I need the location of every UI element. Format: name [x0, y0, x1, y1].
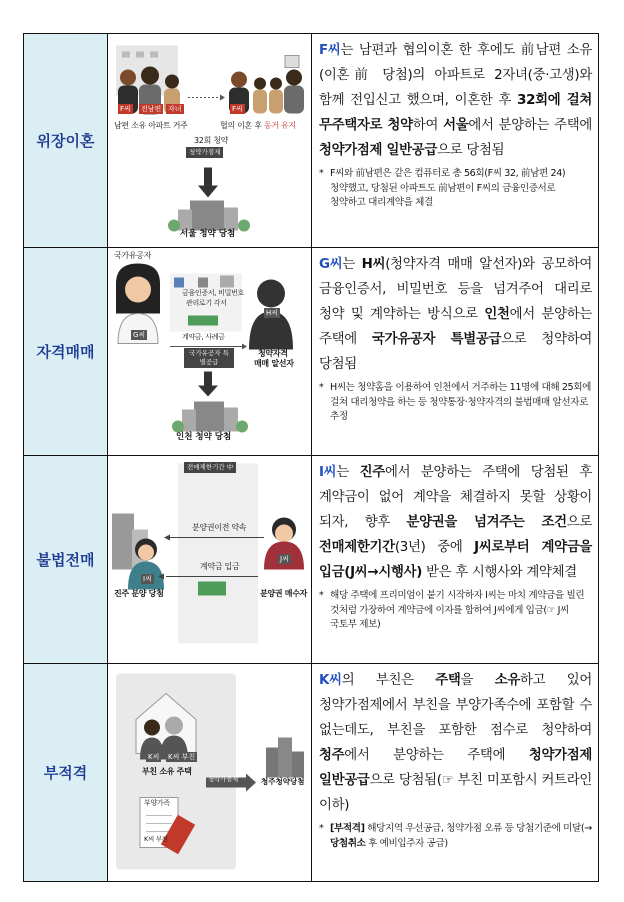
text-segment: 을 [460, 673, 495, 688]
note-marker: * [319, 382, 324, 393]
illustration-caption: 계약금, 사례금 [182, 333, 225, 341]
text-segment: H씨 [361, 257, 386, 272]
note-segment: 해당 주택에 프리미엄이 붙기 시작하자 I씨는 마치 계약금을 빌린 것처럼 가장하여 계약금에 이자를 합하여 J씨에게 입금(☞ J씨 국토부 제보) [330, 590, 585, 630]
illustration-caption: 인천 청약 당첨 [176, 432, 232, 442]
case-illustration [108, 456, 312, 664]
text-segment: 는 [342, 257, 362, 272]
note-segment: 해당지역 우선공급, 청약가점 오류 등 당첨기준에 미달(→ [364, 823, 592, 834]
text-segment: 청약가점제 일반공급 [319, 748, 592, 788]
case-note [319, 822, 592, 851]
illustration-caption: 부친 소유 주택 [142, 767, 192, 776]
illustration-caption: 국가유공자 [114, 251, 152, 260]
person-tag: G씨 [133, 331, 146, 339]
illustration-caption: 진주 분양 당첨 [114, 589, 164, 598]
case-description [312, 34, 599, 248]
text-segment: K씨 [319, 673, 342, 688]
note-segment: F씨와 前남편은 같은 컴퓨터로 총 56회(F씨 32, 前남편 24) 청약했고, 당첨된 아파트도 前남편이 F씨의 금융인증서로 청약하고 대리계약을 체결 [330, 168, 566, 208]
text-segment: 국가유공자 특별공급 [371, 332, 502, 347]
case-text [319, 38, 592, 163]
person-tag: K씨 [148, 753, 160, 761]
text-segment: 받은 후 시행사와 계약체결 [422, 565, 577, 580]
text-segment: 에서 분양하는 주택에 [319, 307, 592, 347]
case-description [312, 248, 599, 456]
person-tag: F씨 [120, 105, 131, 113]
case-label: 자격매매 [24, 248, 108, 456]
text-segment: 진주 [359, 465, 385, 480]
text-segment: 으로 청약하여 당첨됨 [319, 332, 592, 372]
case-row [24, 456, 599, 664]
note-segment: [부적격] [330, 823, 365, 834]
illustration-caption: 서울 청약 당첨 [180, 229, 236, 239]
case-label: 불법전매 [24, 456, 108, 664]
illustration-caption: 청약자격 [258, 349, 288, 358]
case-description [312, 456, 599, 664]
note-marker: * [319, 590, 324, 601]
note-marker: * [319, 168, 324, 179]
text-segment: 청약가점제 일반공급 [319, 143, 438, 158]
case-description [312, 664, 599, 882]
case-label: 부적격 [24, 664, 108, 882]
case-note [319, 381, 592, 425]
illustration-pill: 국가유공자 특별공급 [184, 348, 234, 368]
note-segment: 당첨취소 [330, 837, 366, 849]
text-segment: (3년) 중에 [394, 540, 475, 555]
text-segment: 에서 분양하는 주택에 [468, 118, 593, 133]
case-illustration [108, 664, 312, 882]
illustration-caption: 관리로기 각서 [186, 299, 227, 307]
case-row [24, 34, 599, 248]
text-segment: F씨 [319, 43, 341, 58]
text-segment: G씨 [319, 257, 343, 272]
person-tag: 전남편 [141, 105, 162, 113]
person-tag: I씨 [143, 575, 152, 583]
text-segment: 분양권을 넘겨주는 조건 [406, 515, 567, 530]
case-note [319, 167, 592, 211]
illustration-caption: 청주청약당첨 [261, 777, 305, 786]
text-segment: 으로 [566, 515, 592, 530]
text-segment: 으로 당첨됨 [437, 143, 505, 158]
illustration-pill: 전매제한기간 中 [184, 462, 236, 473]
text-segment: I씨 [319, 465, 337, 480]
illustration-caption: 부양가족 [144, 799, 170, 807]
note-segment: H씨는 청약홈을 이용하여 인천에서 거주하는 11명에 대해 25회에 걸쳐 대리청약을 하는 등 청약통장·청약자격의 불법매매 알선자로 추정 [330, 382, 591, 422]
person-tag: H씨 [266, 309, 279, 317]
person-tag: K씨 부친 [168, 753, 196, 761]
note-segment: 후 예비입주자 공급) [365, 837, 448, 849]
text-segment: 32회에 걸쳐 무주택자로 청약 [319, 93, 593, 133]
illustration-caption: 매매 알선자 [254, 359, 294, 368]
person-tag: 자녀 [168, 105, 182, 113]
text-segment: 는 남편과 협의이혼 한 후에도 前남편 소유(이혼前 당첨)의 아파트로 2자녀(중·고생)와 함께 전입신고 했으며, 이혼한 후 [319, 43, 592, 108]
illustration-pill: 청약가점제 [186, 147, 223, 158]
text-segment: 하여 [412, 118, 444, 133]
text-segment: 의 부친은 [341, 673, 436, 688]
text-segment: 청주 [319, 748, 345, 763]
illustration-caption: 분양권이전 약속 [192, 523, 247, 532]
cases-table [23, 33, 599, 882]
text-segment: 에서 분양하는 주택에 [344, 748, 529, 763]
illustration-caption: 분양권 매수자 [260, 589, 308, 598]
text-segment: 서울 [443, 118, 469, 133]
case-row [24, 248, 599, 456]
illustration-caption: 협의 이혼 후 동거 유지 [220, 121, 296, 130]
text-segment: 소유 [494, 673, 520, 688]
case-illustration [108, 248, 312, 456]
text-segment: 인천 [484, 307, 510, 322]
illustration-caption: K씨 부친 [144, 835, 168, 843]
text-segment: 전매제한기간 [319, 540, 395, 555]
case-text [319, 668, 592, 818]
note-marker: * [319, 823, 324, 834]
case-note [319, 589, 592, 633]
text-segment: 으로 당첨됨(☞ 부친 미포함시 커트라인 이하) [319, 773, 592, 813]
case-row [24, 664, 599, 882]
ineligible-illustration [108, 664, 311, 881]
text-segment: J씨로부터 계약금을 입금(J씨→시행사) [319, 540, 592, 580]
case-text [319, 252, 592, 377]
illustration-caption: 청약가점제 [208, 775, 238, 783]
case-illustration [108, 34, 312, 248]
text-segment: (청약자격 매매 알선자)와 공모하여 금융인증서, 비밀번호 등을 넘겨주어 대리로 청약 및 계약하는 방식으로 [319, 257, 592, 322]
text-segment: 주택 [435, 673, 461, 688]
person-tag: J씨 [280, 555, 289, 563]
case-text [319, 460, 592, 585]
case-label: 위장이혼 [24, 34, 108, 248]
illustration-caption: 계약금 입금 [200, 562, 240, 571]
illustration-caption: 남편 소유 아파트 거주 [114, 121, 188, 130]
text-segment: 에서 분양하는 주택에 당첨된 후 계약금이 없어 계약을 체결하지 못할 상황이 되자, 향후 [319, 465, 593, 530]
text-segment: 하고 있어 청약가점제에서 부친을 부양가족수에 포함할 수 없는데도, 부친을 포함한 점수로 청약하여 [319, 673, 593, 738]
illustration-caption: 32회 청약 [194, 136, 229, 145]
text-segment: 는 [336, 465, 360, 480]
illustration-caption: 금융인증서, 비밀번호 [182, 289, 245, 297]
person-tag: F씨 [232, 105, 243, 113]
